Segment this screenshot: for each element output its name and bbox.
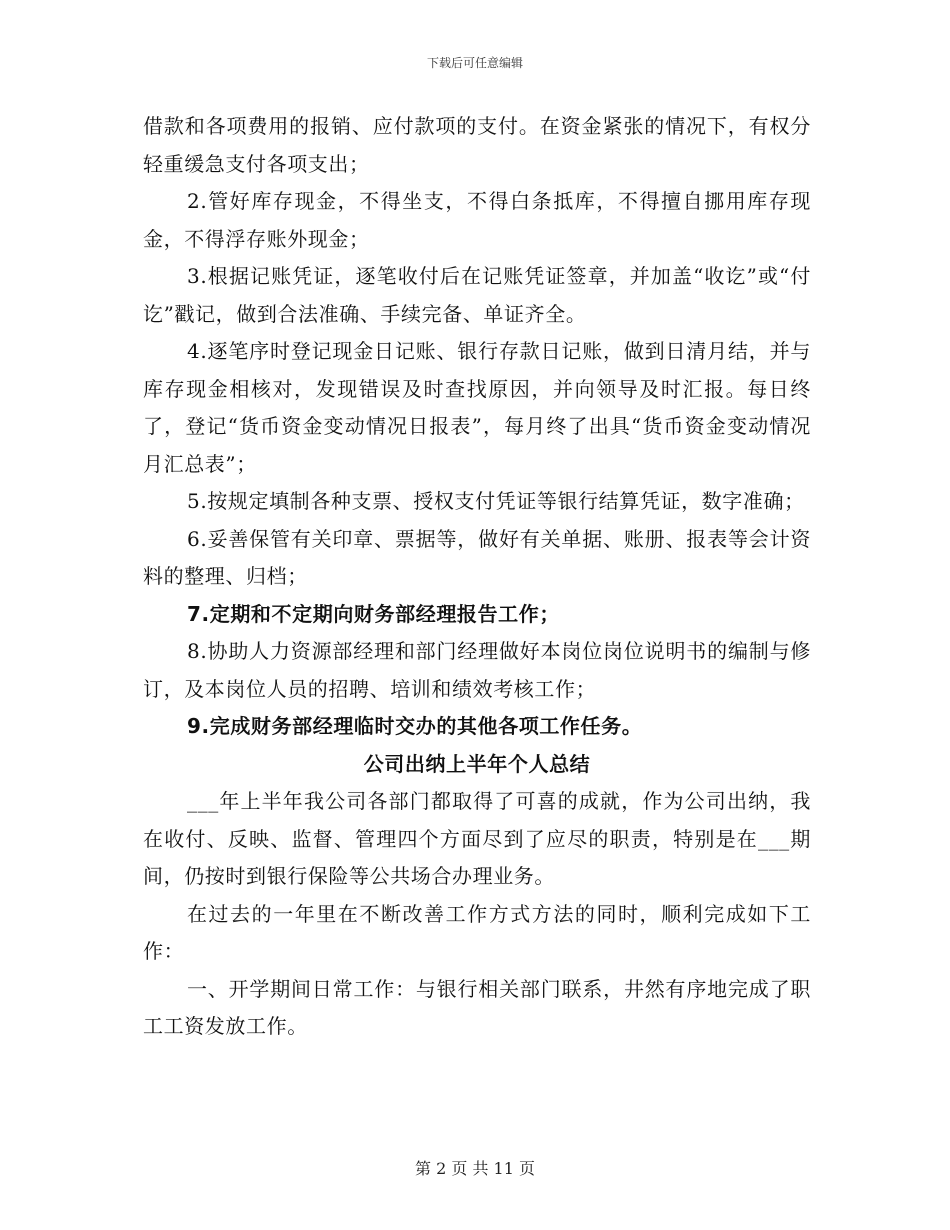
paragraph-item-5: 5.按规定填制各种支票、授权支付凭证等银行结算凭证，数字准确； [187,489,805,513]
paragraph-item-9: 9.完成财务部经理临时交办的其他各项工作任务。 [187,714,643,738]
section-title: 公司出纳上半年个人总结 [363,751,591,776]
page-footer: 第 2 页 共 11 页 [415,1159,535,1178]
summary-paragraph-1: ___年上半年我公司各部门都取得了可喜的成就，作为公司出纳，我在收付、反映、监督、管理四个方面尽到了应尽的职责，特别是在___期间，仍按时到银行保险等公共场合办理业务。 [143,789,811,888]
paragraph-item-4: 4.逐笔序时登记现金日记账、银行存款日记账，做到日清月结，并与库存现金相核对，发现错误及时查找原因，并向领导及时汇报。每日终了，登记“货币资金变动情况日报表”，每月终了出具“货币资金变动情况月汇总表”； [143,339,811,476]
paragraph-item-3: 3.根据记账凭证，逐笔收付后在记账凭证签章，并加盖“收讫”或“付讫”戳记，做到合法准确、手续完备、单证齐全。 [143,264,811,326]
document-body [143,108,811,1046]
paragraph-item-8: 8.协助人力资源部经理和部门经理做好本岗位岗位说明书的编制与修订，及本岗位人员的招聘、培训和绩效考核工作； [143,639,811,701]
paragraph-item-2: 2.管好库存现金，不得坐支，不得白条抵库，不得擅自挪用库存现金，不得浮存账外现金； [143,189,811,251]
paragraph-item-6: 6.妥善保管有关印章、票据等，做好有关单据、账册、报表等会计资料的整理、归档； [143,526,811,588]
page-header: 下载后可任意编辑 [426,56,523,70]
summary-paragraph-3: 一、开学期间日常工作：与银行相关部门联系，井然有序地完成了职工工资发放工作。 [143,976,811,1038]
paragraph-continued: 借款和各项费用的报销、应付款项的支付。在资金紧张的情况下，有权分轻重缓急支付各项支出； [143,114,811,176]
paragraph-item-7: 7.定期和不定期向财务部经理报告工作； [187,601,560,626]
summary-paragraph-2: 在过去的一年里在不断改善工作方式方法的同时，顺利完成如下工作： [143,901,811,963]
